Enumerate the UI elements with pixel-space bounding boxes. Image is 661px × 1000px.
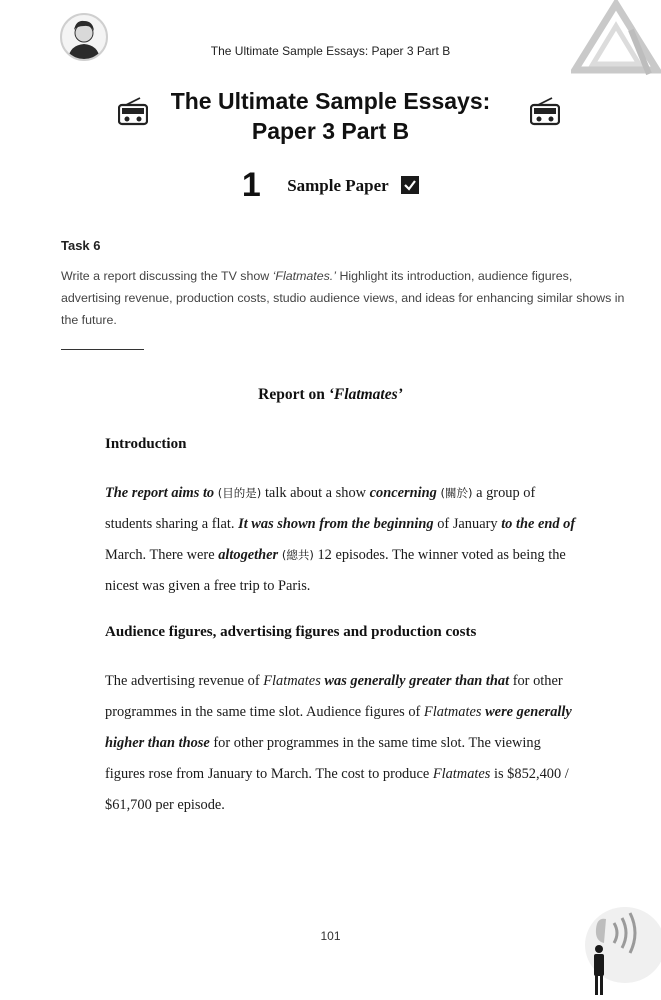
page-title: [100, 86, 561, 146]
figures-paragraph: The advertising revenue of Flatmates was generally greater than that for other programmes in the same time slot. Audience figures of Flatmates were generally higher than those for other programmes in the same time slot. The viewing figures rose from January to March. The cost to produce Flatmates is $852,400 / $61,700 per episode.: [105, 673, 572, 813]
title-line-1: The Ultimate Sample Essays:: [170, 88, 491, 114]
radio-icon: [530, 96, 560, 126]
divider: [61, 349, 144, 350]
checkbox-icon: [401, 176, 419, 194]
section-heading: Introduction: [105, 436, 187, 452]
report-title: Report on ‘Flatmates’: [258, 386, 403, 403]
page-number: 101: [320, 929, 341, 943]
chapter-number: 1: [241, 166, 261, 204]
chapter-heading: [0, 166, 661, 205]
speaker-person-icon: [570, 905, 661, 1000]
title-line-2: Paper 3 Part B: [251, 118, 410, 144]
task-prompt: Write a report discussing the TV show ‘Flatmates.’ Highlight its introduction, audience figures, advertising revenue, production costs, studio audience views, and ideas for enhancing similar shows in the future.: [61, 269, 625, 327]
chapter-label: Sample Paper: [287, 175, 389, 195]
triangle-logo-icon: [571, 0, 661, 78]
task-label: Task 6: [61, 238, 101, 253]
intro-paragraph: The report aims to (目的是) talk about a show concerning (關於) a group of students sharing a flat. It was shown from the beginning of January to the end of March. There were altogether (總共) 12 episodes. The winner voted as being the nicest was given a free trip to Paris.: [105, 485, 576, 594]
running-header: The Ultimate Sample Essays: Paper 3 Part B: [210, 44, 451, 58]
section-heading: Audience figures, advertising figures and production costs: [105, 624, 477, 640]
